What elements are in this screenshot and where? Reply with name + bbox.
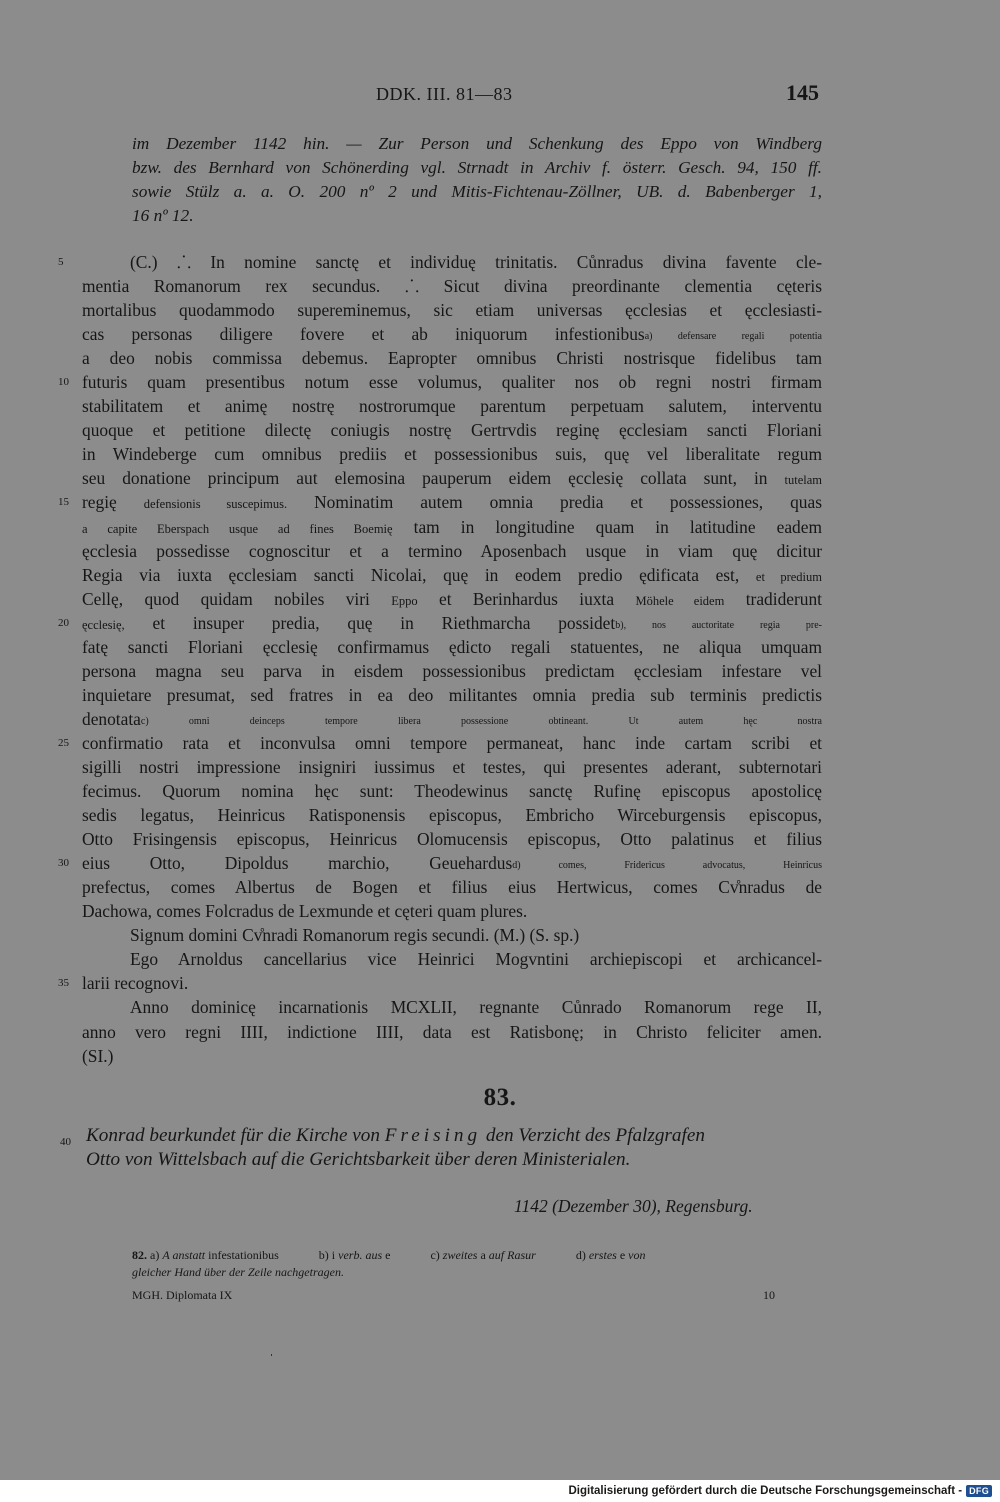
text-line: Regia via iuxta ęcclesiam sancti Nicolai, quę in eodem predio ędificata est, et predium xyxy=(82,564,823,585)
text-line: a deo nobis commissa debemus. Eapropter omnibus Christi nostrisque fidelibus tam xyxy=(82,348,822,369)
series-label: MGH. Diplomata IX xyxy=(132,1288,233,1302)
text-line: seu donatione principum aut elemosina pauperum eidem ęcclesię collata sunt, in tutelam xyxy=(82,468,822,489)
footnote-mark: a) defensare regali potentia xyxy=(644,331,822,343)
dfg-logo: DFG xyxy=(966,1485,992,1497)
footnote-mark: d) comes, Fridericus advocatus, Heinricus xyxy=(512,860,822,872)
intro-line: bzw. des Bernhard von Schönerding vgl. Strnadt in Archiv f. österr. Gesch. 94, 150 ff. xyxy=(132,158,822,178)
text-line: 30 eius Otto, Dipoldus marchio, Geuehardus$^{d) comes, Fridericus advocatus, Heinricus}$ xyxy=(82,851,822,875)
text-line: quoque et petitione dilectę coniugis nostrę Gertrvdis reginę ęcclesiam sancti Floriani xyxy=(82,420,822,441)
small-print: ęcclesię, xyxy=(82,617,125,632)
regest-line: Otto von Wittelsbach auf die Gerichtsbarkeit über deren Ministerialen. xyxy=(86,1149,631,1170)
line-number: 10 xyxy=(58,376,69,389)
small-print: et predium xyxy=(755,569,823,584)
running-title: DDK. III. 81—83 xyxy=(376,84,513,104)
page-number: 145 xyxy=(786,80,819,105)
document-number: 83. xyxy=(483,1084,517,1111)
text-line: prefectus, comes Albertus de Bogen et filius eius Hertwicus, comes Cv̊nradus de xyxy=(82,877,822,898)
line-number: 5 xyxy=(58,256,64,268)
text-line: inquietare presumat, sed fratres in ea deo militantes omnia predia sub terminis predictis xyxy=(82,684,822,705)
text-line: stabilitatem et animę nostrę nostrorumque parentum perpetuam salutem, interventu xyxy=(82,396,822,417)
signum-line: Signum domini Cv̊nradi Romanorum regis secundi. (M.) (S. sp.) xyxy=(130,925,580,946)
line-number: 25 xyxy=(58,736,69,749)
regest xyxy=(60,1124,826,1172)
small-print: Eppo xyxy=(391,593,418,608)
text-line: ęcclesia possedisse cognoscitur et a termino Aposenbach usque in viam quę dicitur xyxy=(82,540,822,561)
footnotes xyxy=(132,1247,822,1281)
text-line: 25 confirmatio rata et inconvulsa omni tempore permaneat, hanc inde cartam scribi et xyxy=(82,731,822,755)
line-number: 15 xyxy=(58,496,69,509)
signature-mark: 10 xyxy=(763,1288,775,1302)
footnote-line: gleicher Hand über der Zeile nachgetragen. xyxy=(132,1265,344,1279)
seal-line: (SI.) xyxy=(82,1045,114,1066)
date-place: 1142 (Dezember 30), Regensburg. xyxy=(514,1196,753,1216)
regest-line: 40 Konrad beurkundet für die Kirche von Freising den Verzicht des Pfalzgrafen xyxy=(86,1124,826,1148)
small-print: tutelam xyxy=(784,473,822,488)
dating-line: Anno dominicę incarnationis MCXLII, regnante Cůnrado Romanorum rege II, xyxy=(130,997,822,1018)
text-line: Dachowa, comes Folcradus de Lexmunde et cęteri quam plures. xyxy=(82,901,528,922)
line-number: 40 xyxy=(60,1136,71,1148)
text-line: 15 regię defensionis suscepimus. Nominatim autem omnia predia et possessiones, quas xyxy=(82,490,822,514)
text-line: Otto Frisingensis episcopus, Heinricus Olomucensis episcopus, Otto palatinus et filius xyxy=(82,829,822,850)
small-print: a capite Eberspach usque ad fines Boemię xyxy=(82,521,393,536)
intro-line: im Dezember 1142 hin. — Zur Person und Schenkung des Eppo von Windberg xyxy=(132,134,822,153)
small-print: Möhele eidem xyxy=(635,593,725,608)
footnote-mark: b), nos auctoritate regia pre- xyxy=(615,619,822,631)
line-number: 35 xyxy=(58,977,69,990)
intro-note xyxy=(132,132,822,228)
text-line: fatę sancti Floriani ęcclesię confirmamus ędicto regali statuentes, ne aliqua umquam xyxy=(82,636,822,657)
text-line: mortalibus quodammodo supereminemus, sic etiam universas ęcclesias et ęcclesiasti- xyxy=(82,300,822,321)
text-line: mentia Romanorum rex secundus. ⸫ Sicut divina preordinante clementia cęteris xyxy=(82,276,822,297)
text-line: fecimus. Quorum nomina hęc sunt: Theodewinus sanctę Rufinę episcopus apostolicę xyxy=(82,781,822,802)
text-line: persona magna seu parva in eisdem possessionibus predictam ęcclesiam infestare vel xyxy=(82,660,822,681)
text-line: anno vero regni IIII, indictione IIII, data est Ratisbonę; in Christo feliciter amen. xyxy=(82,1021,822,1042)
text-line: sigilli nostri impressione insigniri iussimus et testes, qui presentes aderant, subternotari xyxy=(82,756,822,777)
text-line: 35 larii recognovi. xyxy=(82,971,822,995)
scan-speck xyxy=(271,1354,272,1356)
dfg-credit xyxy=(568,1485,992,1497)
text-line: 5 (C.) ⸫ In nomine sanctę et individuę trinitatis. Cůnradus divina favente cle- xyxy=(82,250,822,274)
place-name: Freising xyxy=(384,1125,482,1146)
text-line: 10 futuris quam presentibus notum esse volumus, qualiter nos ob regni nostri firmam xyxy=(82,370,822,394)
intro-line: sowie Stülz a. a. O. 200 nº 2 und Mitis-Fichtenau-Zöllner, UB. d. Babenberger 1, xyxy=(132,182,822,202)
small-print: defensionis suscepimus. xyxy=(143,497,288,512)
line-number: 20 xyxy=(58,616,69,629)
footnote-line: 82. a) A anstatt infestationibus b) i verb. aus e c) zweites a auf Rasur d) erstes e von xyxy=(132,1248,646,1262)
text-line: a capite Eberspach usque ad fines Boemię tam in longitudine quam in latitudine eadem xyxy=(82,516,822,537)
text-line: in Windeberge cum omnibus prediis et possessionibus suis, quę vel liberalitate regum xyxy=(82,444,822,465)
text-line: 20 ęcclesię, et insuper predia, quę in Riethmarcha possidet$^{b), nos auctoritate regia pre-}$ xyxy=(82,611,822,635)
charter-text xyxy=(58,250,823,1068)
text-line: Cellę, quod quidam nobiles viri Eppo et Berinhardus iuxta Möhele eidem tradiderunt xyxy=(82,588,822,609)
intro-line: 16 nº 12. xyxy=(132,206,194,226)
line-number: 30 xyxy=(58,857,69,870)
text-line: denotata$^{c) omni deinceps tempore libera possessione obtineant. Ut autem hęc nostra}$ xyxy=(82,708,822,729)
recognition-line: Ego Arnoldus cancellarius vice Heinrici Mogvntini archiepiscopi et archicancel- xyxy=(130,949,822,970)
text-line: cas personas diligere fovere et ab iniquorum infestionibus$^{a) defensare regali potentia}$ xyxy=(82,324,822,345)
dfg-credit-text: Digitalisierung gefördert durch die Deutsche Forschungsgemeinschaft - xyxy=(568,1485,963,1497)
footnote-mark: c) omni deinceps tempore libera possessione obtineant. Ut autem hęc nostra xyxy=(140,715,822,727)
text-line: sedis legatus, Heinricus Ratisponensis episcopus, Embricho Wirceburgensis episcopus, xyxy=(82,805,822,826)
